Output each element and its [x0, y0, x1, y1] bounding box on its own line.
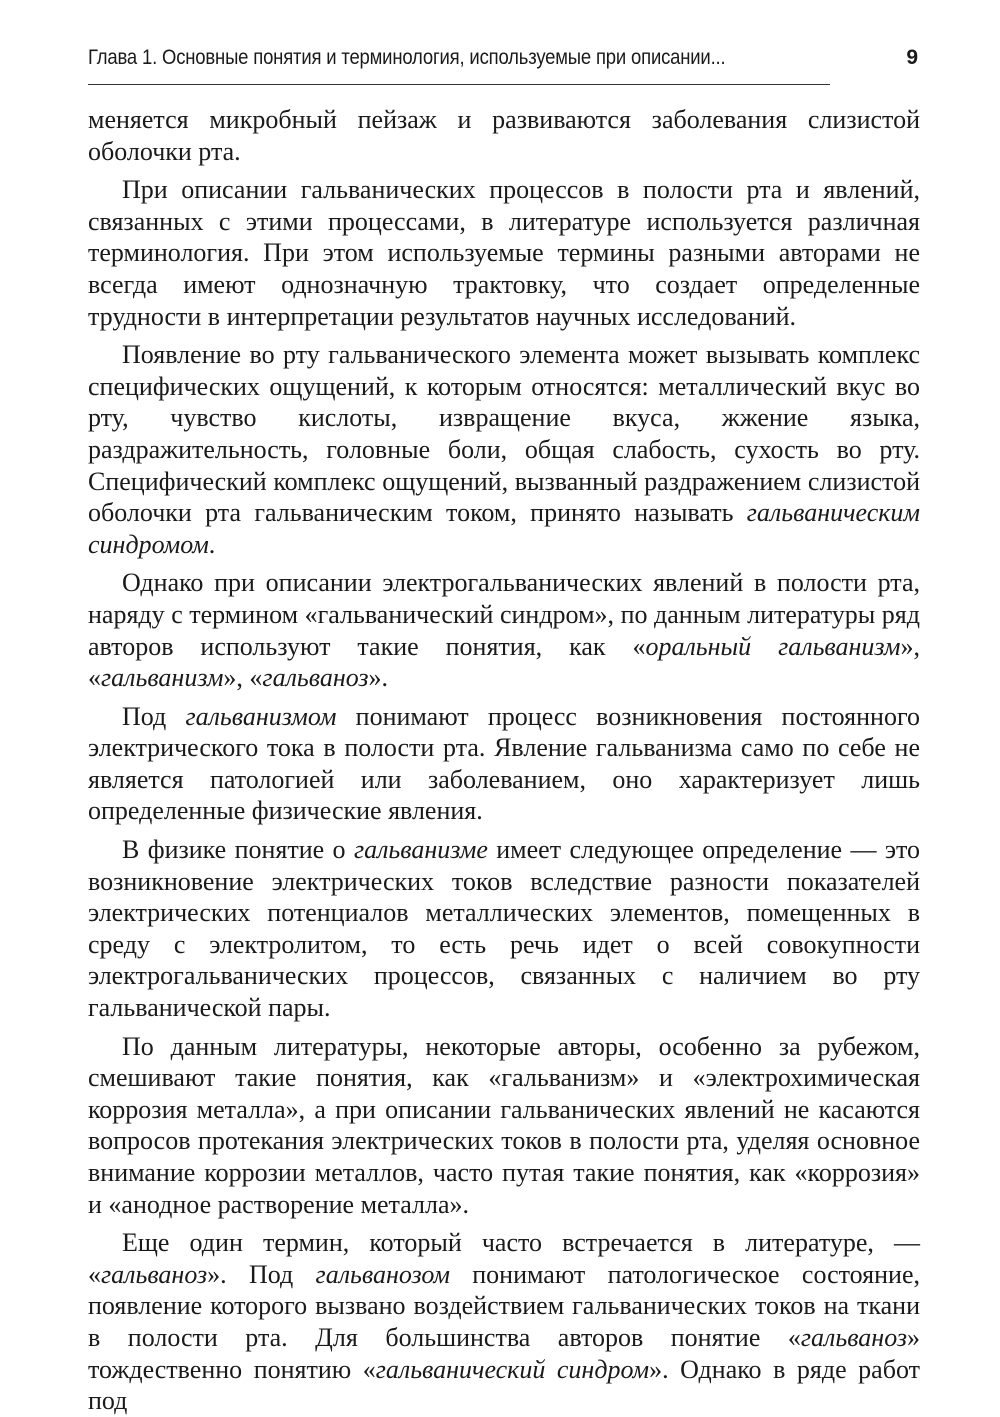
text-run: . [208, 529, 216, 559]
paragraph [88, 339, 920, 560]
text-run: ». Однако в ряде работ под [88, 1354, 920, 1416]
text-run: Еще один термин, который часто встречается в литературе, — « [88, 1228, 920, 1289]
text-run: ». Под [207, 1259, 316, 1289]
text-run: », « [223, 663, 263, 693]
text-run: меняется микробный пейзаж и развиваются заболевания слизистой оболочки рта. [88, 105, 920, 166]
paragraph [88, 701, 920, 827]
text-run: По данным литературы, некоторые авторы, особенно за рубежом, смешивают такие понятия, как «гальванизм» и «электрохимическая коррозия металла», а при описании гальванических явлений не касаются вопросов протекания электрических токов в полости рта, уделяя основное внимание коррозии металлов, часто путая такие понятия, как «коррозия» и «анодное растворение металла». [88, 1031, 920, 1219]
term-emphasis: гальваноз [800, 1322, 907, 1352]
text-run: Под [122, 701, 186, 731]
text-run: понимают процесс возникновения постоянного электрического тока в полости рта. Явление гальванизма само по себе не является патологией или заболеванием, оно характеризует лишь определенные физические явления. [88, 701, 920, 826]
text-run: », « [88, 631, 920, 693]
paragraph [88, 104, 920, 167]
text-run: При описании гальванических процессов в полости рта и явлений, связанных с этими процессами, в литературе используется различная терминология. При этом используемые термины разными авторами не всегда имеют однозначную трактовку, что создает определенные трудности в интерпретации результатов научных исследований. [88, 175, 920, 331]
term-emphasis: гальванозом [315, 1259, 450, 1289]
page-number: 9 [906, 46, 918, 69]
term-emphasis: гальванизмом [185, 701, 337, 731]
text-run: Однако при описании электрогальванических явлений в полости рта, наряду с термином «гальванический синдром», по данным литературы ряд авторов используют такие понятия, как « [88, 568, 920, 661]
term-emphasis: гальваническим синдромом [88, 498, 920, 559]
term-emphasis: оральный гальванизм [645, 631, 901, 661]
paragraph [88, 834, 920, 1024]
text-run: ». [368, 663, 389, 693]
paragraph [88, 1227, 920, 1417]
paragraph [88, 174, 920, 332]
term-emphasis: гальваноз [262, 663, 369, 693]
text-run: понимают патологическое состояние, появление которого вызвано воздействием гальванических токов на ткани в полости рта. Для большинства авторов понятие « [88, 1259, 920, 1352]
term-emphasis: гальванизм [101, 663, 224, 693]
running-header [88, 42, 920, 82]
paragraph [88, 567, 920, 693]
text-run: » тождественно понятию « [88, 1322, 920, 1384]
text-run: В физике понятие о [122, 835, 354, 865]
term-emphasis: гальванизме [353, 835, 488, 865]
paragraph [88, 1031, 920, 1221]
chapter-title: Глава 1. Основные понятия и терминология, используемые при описании... [88, 46, 726, 69]
header-divider [88, 84, 830, 85]
term-emphasis: гальванический синдром [375, 1354, 650, 1384]
text-run: имеет следующее определение — это возникновение электрических токов вследствие разности показателей электрических потенциалов металлических элементов, помещенных в среду с электролитом, то есть речь идет о всей совокупности электрогальванических процессов, связанных с наличием во рту гальванической пары. [88, 835, 920, 1023]
term-emphasis: гальваноз [101, 1259, 208, 1289]
text-run: Появление во рту гальванического элемента может вызывать комплекс специфических ощущений, к которым относятся: металлический вкус во рту, чувство кислоты, извращение вкуса, жжение языка, раздражительность, головные боли, общая слабость, сухость во рту. Специфический комплекс ощущений, вызванный раздражением слизистой оболочки рта гальваническим током, принято называть [88, 340, 920, 528]
body-text [88, 104, 920, 1417]
